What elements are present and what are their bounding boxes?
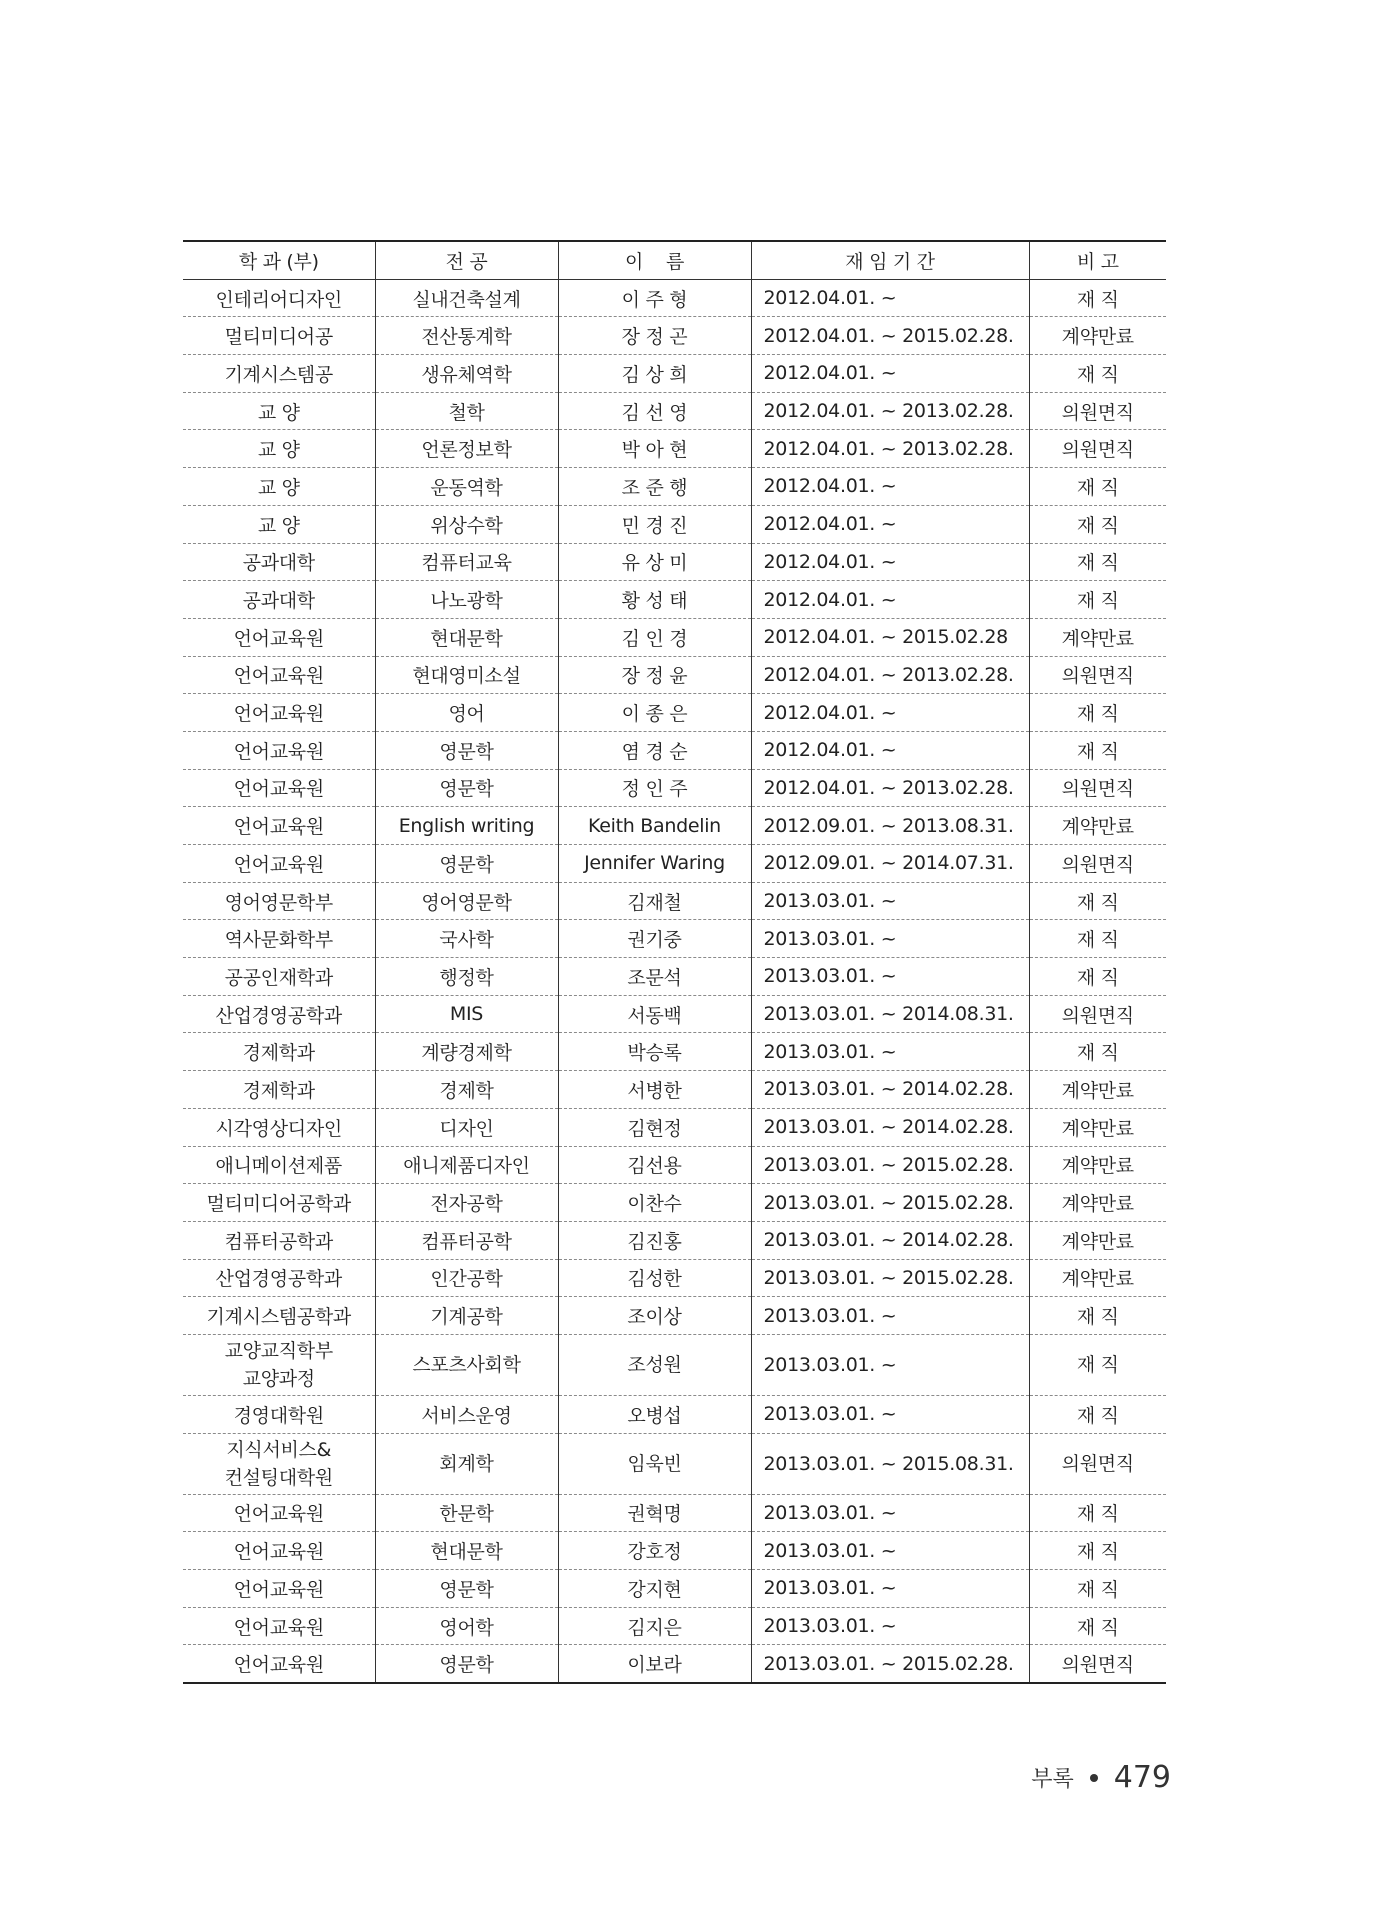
cell-tenure-period: 2013.03.01. ~ [751,1494,1029,1532]
cell-major: 경제학 [375,1071,558,1109]
cell-department: 공공인재학과 [183,958,375,996]
cell-tenure-period: 2012.04.01. ~ [751,731,1029,769]
header-tenure-period: 재 임 기 간 [751,241,1029,279]
cell-tenure-period: 2013.03.01. ~ 2015.02.28. [751,1645,1029,1683]
cell-major: 현대영미소설 [375,656,558,694]
cell-remarks: 계약만료 [1029,317,1166,355]
cell-remarks: 재 직 [1029,920,1166,958]
faculty-table [183,240,1166,1684]
cell-name: 박승록 [558,1033,751,1071]
cell-name: 조이상 [558,1297,751,1335]
cell-name: 권혁명 [558,1494,751,1532]
table-row [183,995,1166,1033]
cell-major: 언론정보학 [375,430,558,468]
cell-tenure-period: 2013.03.01. ~ [751,958,1029,996]
cell-tenure-period: 2013.03.01. ~ [751,1395,1029,1433]
cell-tenure-period: 2012.04.01. ~ [751,694,1029,732]
cell-remarks: 계약만료 [1029,807,1166,845]
cell-name: 민 경 진 [558,505,751,543]
cell-department: 교양교직학부 교양과정 [183,1334,375,1395]
cell-major: 전자공학 [375,1184,558,1222]
cell-name: 오병섭 [558,1395,751,1433]
cell-remarks: 재 직 [1029,958,1166,996]
cell-remarks: 계약만료 [1029,1184,1166,1222]
table-row [183,618,1166,656]
table-row [183,317,1166,355]
cell-department: 산업경영공학과 [183,1259,375,1297]
cell-name: 서동백 [558,995,751,1033]
cell-tenure-period: 2013.03.01. ~ [751,882,1029,920]
cell-major: 나노광학 [375,581,558,619]
cell-name: 서병한 [558,1071,751,1109]
cell-major: 디자인 [375,1108,558,1146]
cell-major: 서비스운영 [375,1395,558,1433]
table-row [183,392,1166,430]
table-row [183,958,1166,996]
cell-major: MIS [375,995,558,1033]
cell-remarks: 의원면직 [1029,769,1166,807]
section-label: 부록 [1031,1767,1074,1792]
cell-major: 철학 [375,392,558,430]
cell-department: 교 양 [183,505,375,543]
cell-department: 언어교육원 [183,769,375,807]
cell-remarks: 재 직 [1029,1532,1166,1570]
cell-tenure-period: 2013.03.01. ~ 2015.08.31. [751,1433,1029,1494]
cell-major: 행정학 [375,958,558,996]
table-row [183,1433,1166,1494]
cell-remarks: 의원면직 [1029,392,1166,430]
cell-major: 회계학 [375,1433,558,1494]
table-row [183,430,1166,468]
cell-remarks: 계약만료 [1029,1221,1166,1259]
cell-major: 영문학 [375,731,558,769]
cell-major: 인간공학 [375,1259,558,1297]
cell-tenure-period: 2013.03.01. ~ [751,1334,1029,1395]
table-row [183,1645,1166,1683]
cell-name: 김 선 영 [558,392,751,430]
cell-major: 국사학 [375,920,558,958]
cell-department: 언어교육원 [183,694,375,732]
cell-major: 컴퓨터공학 [375,1221,558,1259]
cell-tenure-period: 2012.09.01. ~ 2014.07.31. [751,845,1029,883]
cell-name: Jennifer Waring [558,845,751,883]
cell-major: English writing [375,807,558,845]
cell-name: 김성한 [558,1259,751,1297]
cell-name: Keith Bandelin [558,807,751,845]
cell-tenure-period: 2012.04.01. ~ 2015.02.28 [751,618,1029,656]
cell-major: 영문학 [375,769,558,807]
cell-department: 교 양 [183,392,375,430]
table-row [183,543,1166,581]
cell-remarks: 의원면직 [1029,995,1166,1033]
cell-department: 산업경영공학과 [183,995,375,1033]
cell-name: 김선용 [558,1146,751,1184]
cell-tenure-period: 2013.03.01. ~ 2014.08.31. [751,995,1029,1033]
table-row [183,807,1166,845]
cell-department: 언어교육원 [183,1494,375,1532]
cell-major: 운동역학 [375,468,558,506]
cell-remarks: 의원면직 [1029,845,1166,883]
cell-tenure-period: 2013.03.01. ~ [751,1033,1029,1071]
table-row [183,882,1166,920]
cell-major: 계량경제학 [375,1033,558,1071]
cell-remarks: 재 직 [1029,1494,1166,1532]
cell-remarks: 의원면직 [1029,656,1166,694]
cell-tenure-period: 2012.04.01. ~ 2015.02.28. [751,317,1029,355]
cell-department: 역사문화학부 [183,920,375,958]
cell-tenure-period: 2013.03.01. ~ [751,920,1029,958]
cell-name: 김 상 희 [558,355,751,393]
table-row [183,1071,1166,1109]
cell-major: 영문학 [375,845,558,883]
cell-tenure-period: 2012.04.01. ~ [751,505,1029,543]
cell-department: 시각영상디자인 [183,1108,375,1146]
cell-major: 위상수학 [375,505,558,543]
cell-tenure-period: 2012.04.01. ~ [751,543,1029,581]
cell-major: 현대문학 [375,1532,558,1570]
cell-tenure-period: 2013.03.01. ~ 2015.02.28. [751,1259,1029,1297]
cell-department: 공과대학 [183,581,375,619]
cell-name: 조문석 [558,958,751,996]
cell-name: 황 성 태 [558,581,751,619]
cell-major: 스포츠사회학 [375,1334,558,1395]
table-row [183,769,1166,807]
table-header [183,241,1166,279]
cell-name: 정 인 주 [558,769,751,807]
cell-tenure-period: 2012.04.01. ~ 2013.02.28. [751,430,1029,468]
cell-department: 언어교육원 [183,1570,375,1608]
table-row [183,468,1166,506]
cell-tenure-period: 2013.03.01. ~ [751,1297,1029,1335]
cell-remarks: 재 직 [1029,581,1166,619]
cell-remarks: 의원면직 [1029,1645,1166,1683]
cell-major: 애니제품디자인 [375,1146,558,1184]
table-row [183,920,1166,958]
table-row [183,581,1166,619]
cell-tenure-period: 2012.04.01. ~ [751,581,1029,619]
cell-major: 한문학 [375,1494,558,1532]
cell-name: 이찬수 [558,1184,751,1222]
cell-department: 지식서비스& 컨설팅대학원 [183,1433,375,1494]
cell-department: 애니메이션제품 [183,1146,375,1184]
cell-department: 기계시스템공학과 [183,1297,375,1335]
cell-name: 박 아 현 [558,430,751,468]
cell-tenure-period: 2012.04.01. ~ 2013.02.28. [751,769,1029,807]
table-row [183,1259,1166,1297]
cell-department: 언어교육원 [183,1607,375,1645]
cell-major: 영문학 [375,1570,558,1608]
cell-remarks: 재 직 [1029,694,1166,732]
table-header-row [183,241,1166,279]
cell-remarks: 재 직 [1029,1297,1166,1335]
cell-department: 언어교육원 [183,731,375,769]
cell-tenure-period: 2013.03.01. ~ 2014.02.28. [751,1221,1029,1259]
table-row [183,1184,1166,1222]
cell-name: 강호정 [558,1532,751,1570]
cell-department: 언어교육원 [183,656,375,694]
cell-department: 기계시스템공 [183,355,375,393]
table-row [183,355,1166,393]
page-number: 479 [1113,1760,1171,1795]
table-row [183,1297,1166,1335]
cell-remarks: 재 직 [1029,1607,1166,1645]
cell-remarks: 계약만료 [1029,618,1166,656]
cell-department: 언어교육원 [183,845,375,883]
table-body [183,279,1166,1683]
cell-name: 임욱빈 [558,1433,751,1494]
cell-tenure-period: 2012.04.01. ~ [751,355,1029,393]
table-row [183,731,1166,769]
cell-tenure-period: 2012.09.01. ~ 2013.08.31. [751,807,1029,845]
table-row [183,1570,1166,1608]
bullet-icon [1090,1774,1098,1782]
table-row [183,694,1166,732]
cell-remarks: 계약만료 [1029,1108,1166,1146]
page-footer [1031,1760,1171,1795]
table-row [183,1221,1166,1259]
cell-department: 언어교육원 [183,807,375,845]
cell-major: 영어 [375,694,558,732]
cell-major: 영어영문학 [375,882,558,920]
cell-remarks: 재 직 [1029,468,1166,506]
cell-department: 영어영문학부 [183,882,375,920]
header-major: 전 공 [375,241,558,279]
cell-remarks: 재 직 [1029,279,1166,317]
table-row [183,656,1166,694]
cell-remarks: 재 직 [1029,1334,1166,1395]
cell-remarks: 재 직 [1029,882,1166,920]
cell-department: 교 양 [183,468,375,506]
cell-tenure-period: 2012.04.01. ~ 2013.02.28. [751,656,1029,694]
header-name: 이 름 [558,241,751,279]
cell-name: 김현정 [558,1108,751,1146]
cell-remarks: 계약만료 [1029,1146,1166,1184]
cell-department: 경제학과 [183,1071,375,1109]
cell-name: 유 상 미 [558,543,751,581]
table-row [183,1532,1166,1570]
cell-remarks: 계약만료 [1029,1259,1166,1297]
cell-department: 인테리어디자인 [183,279,375,317]
cell-remarks: 의원면직 [1029,1433,1166,1494]
cell-name: 염 경 순 [558,731,751,769]
cell-major: 생유체역학 [375,355,558,393]
table-row [183,1395,1166,1433]
cell-tenure-period: 2013.03.01. ~ 2014.02.28. [751,1108,1029,1146]
cell-department: 멀티미디어공학과 [183,1184,375,1222]
cell-remarks: 재 직 [1029,1395,1166,1433]
cell-name: 조성원 [558,1334,751,1395]
cell-tenure-period: 2012.04.01. ~ [751,279,1029,317]
cell-tenure-period: 2013.03.01. ~ 2015.02.28. [751,1184,1029,1222]
cell-department: 경영대학원 [183,1395,375,1433]
cell-major: 현대문학 [375,618,558,656]
cell-remarks: 재 직 [1029,543,1166,581]
cell-remarks: 계약만료 [1029,1071,1166,1109]
cell-name: 장 정 곤 [558,317,751,355]
cell-department: 컴퓨터공학과 [183,1221,375,1259]
table-row [183,1146,1166,1184]
cell-name: 이 주 형 [558,279,751,317]
cell-major: 영문학 [375,1645,558,1683]
cell-tenure-period: 2013.03.01. ~ [751,1570,1029,1608]
cell-name: 강지현 [558,1570,751,1608]
cell-department: 경제학과 [183,1033,375,1071]
cell-department: 교 양 [183,430,375,468]
cell-tenure-period: 2013.03.01. ~ [751,1532,1029,1570]
header-department: 학 과 (부) [183,241,375,279]
table-row [183,1607,1166,1645]
cell-tenure-period: 2012.04.01. ~ 2013.02.28. [751,392,1029,430]
cell-name: 김재철 [558,882,751,920]
cell-tenure-period: 2013.03.01. ~ [751,1607,1029,1645]
cell-name: 장 정 윤 [558,656,751,694]
cell-remarks: 재 직 [1029,355,1166,393]
cell-remarks: 재 직 [1029,731,1166,769]
cell-name: 이 종 은 [558,694,751,732]
cell-remarks: 재 직 [1029,1033,1166,1071]
cell-remarks: 재 직 [1029,1570,1166,1608]
cell-tenure-period: 2012.04.01. ~ [751,468,1029,506]
cell-tenure-period: 2013.03.01. ~ 2015.02.28. [751,1146,1029,1184]
cell-department: 언어교육원 [183,1645,375,1683]
cell-tenure-period: 2013.03.01. ~ 2014.02.28. [751,1071,1029,1109]
cell-name: 권기중 [558,920,751,958]
table-row [183,1033,1166,1071]
cell-major: 기계공학 [375,1297,558,1335]
header-remarks: 비 고 [1029,241,1166,279]
cell-remarks: 의원면직 [1029,430,1166,468]
cell-department: 언어교육원 [183,618,375,656]
table-row [183,1494,1166,1532]
cell-department: 공과대학 [183,543,375,581]
cell-name: 조 준 행 [558,468,751,506]
cell-department: 멀티미디어공 [183,317,375,355]
table-row [183,1108,1166,1146]
cell-major: 컴퓨터교육 [375,543,558,581]
table-row [183,505,1166,543]
cell-name: 이보라 [558,1645,751,1683]
cell-name: 김 인 경 [558,618,751,656]
cell-major: 실내건축설계 [375,279,558,317]
table-row [183,845,1166,883]
table-row [183,279,1166,317]
table-row [183,1334,1166,1395]
cell-major: 전산통계학 [375,317,558,355]
cell-name: 김진홍 [558,1221,751,1259]
cell-remarks: 재 직 [1029,505,1166,543]
cell-name: 김지은 [558,1607,751,1645]
cell-major: 영어학 [375,1607,558,1645]
cell-department: 언어교육원 [183,1532,375,1570]
